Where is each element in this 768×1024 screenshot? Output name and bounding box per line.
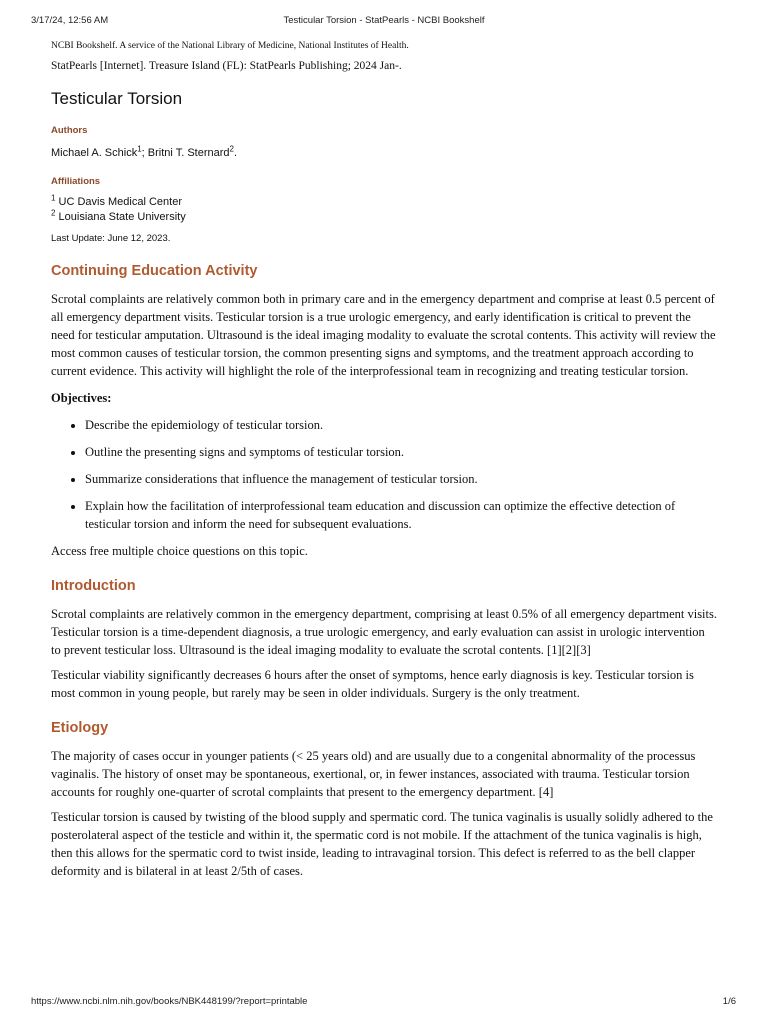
- bookshelf-notice: NCBI Bookshelf. A service of the National Library of Medicine, National Institutes of Health.: [51, 41, 409, 51]
- print-url: https://www.ncbi.nlm.nih.gov/books/NBK448199/?report=printable: [31, 996, 308, 1007]
- affiliation-item: $^1$ UC Davis Medical Center: [51, 193, 182, 208]
- paragraph: Scrotal complaints are relatively common in the emergency department, comprising at least 0.5% of all emergency department visits. Testicular torsion is a time-dependent diagnosis, a true urologic emergency, and early evaluation can assist in urologic intervention to prevent testicular loss. Ultrasound is the ideal imaging modality to evaluate the scrotal contents. [1][2][3]: [51, 607, 717, 657]
- print-footer: [0, 996, 768, 1012]
- objectives-label: Objectives:: [51, 391, 112, 405]
- paragraph: Testicular torsion is caused by twisting of the blood supply and spermatic cord. The tunica vaginalis is usually solidly adhered to the posterolateral aspect of the testicle and within it, the spermatic cord is not mobile. If the attachment of the tunica vaginalis is high, then this allows for the spermatic cord to twist inside, leading to intravaginal torsion. This defect is referred to as the bell clapper deformity and is bilateral in at least 2/5th of cases.: [51, 810, 713, 878]
- print-page-number: 1/6: [722, 996, 736, 1007]
- document-body: [51, 39, 717, 880]
- authors-line: Michael A. Schick$^1$; Britni T. Sternard$^2$.: [51, 144, 238, 159]
- affiliations-label: Affiliations: [51, 176, 101, 187]
- authors-label: Authors: [51, 125, 88, 136]
- list-item: • Explain how the facilitation of interprofessional team education and discussion can optimize the effective detection of testicular torsion and inform the need for subsequent evaluations.: [85, 497, 717, 533]
- last-update: Last Update: June 12, 2023.: [51, 233, 171, 244]
- paragraph: The majority of cases occur in younger patients (< 25 years old) and are usually due to a congenital abnormality of the processus vaginalis. The history of onset may be spontaneous, exertional, or, in fewer instances, associated with trauma. Testicular torsion accounts for roughly one-quarter of scrotal complaints that present to the emergency department. [4]: [51, 749, 696, 799]
- citation: StatPearls [Internet]. Treasure Island (FL): StatPearls Publishing; 2024 Jan-.: [51, 60, 402, 72]
- affiliations-list: [51, 195, 717, 225]
- print-datetime: 3/17/24, 12:56 AM: [31, 15, 109, 26]
- objectives-list: [51, 416, 717, 533]
- author-link[interactable]: Michael A. Schick: [51, 147, 138, 159]
- section-etiology: [51, 718, 717, 880]
- section-continuing-education: [51, 261, 717, 560]
- author-link[interactable]: Britni T. Sternard: [147, 147, 230, 159]
- paragraph: Testicular viability significantly decreases 6 hours after the onset of symptoms, hence early diagnosis is key. Testicular torsion is most common in young people, but rarely may be seen in older individuals. Surgery is the only treatment.: [51, 668, 694, 700]
- author-affiliation-sup: 1: [137, 144, 142, 154]
- section-heading: Introduction: [51, 578, 136, 594]
- paragraph: Scrotal complaints are relatively common both in primary care and in the emergency department and comprise at least 0.5 percent of all emergency department visits. Testicular torsion is a true urologic emergency, and early identification is critical to prevent the need for testicular amputation. Ultrasound is the ideal imaging modality to evaluate the scrotal contents. This activity will review the most common causes of testicular torsion, the common presenting signs and symptoms, and the treatment approach according to current evidence. This activity will highlight the role of the interprofessional team in recognizing and treating testicular torsion.: [51, 292, 716, 378]
- section-introduction: [51, 576, 717, 702]
- print-header: [0, 15, 768, 31]
- page-title: Testicular Torsion: [51, 89, 183, 108]
- author-affiliation-sup: 2: [229, 144, 234, 154]
- section-heading: Etiology: [51, 720, 109, 736]
- list-item: • Outline the presenting signs and symptoms of testicular torsion.: [85, 443, 717, 461]
- list-item: • Summarize considerations that influence the management of testicular torsion.: [85, 470, 717, 488]
- affiliation-item: $^2$ Louisiana State University: [51, 208, 186, 223]
- section-heading: Continuing Education Activity: [51, 263, 258, 279]
- access-questions-link[interactable]: Access free multiple choice questions on this topic.: [51, 544, 308, 558]
- print-page-title: Testicular Torsion - StatPearls - NCBI Bookshelf: [283, 15, 485, 26]
- list-item: • Describe the epidemiology of testicular torsion.: [85, 416, 717, 434]
